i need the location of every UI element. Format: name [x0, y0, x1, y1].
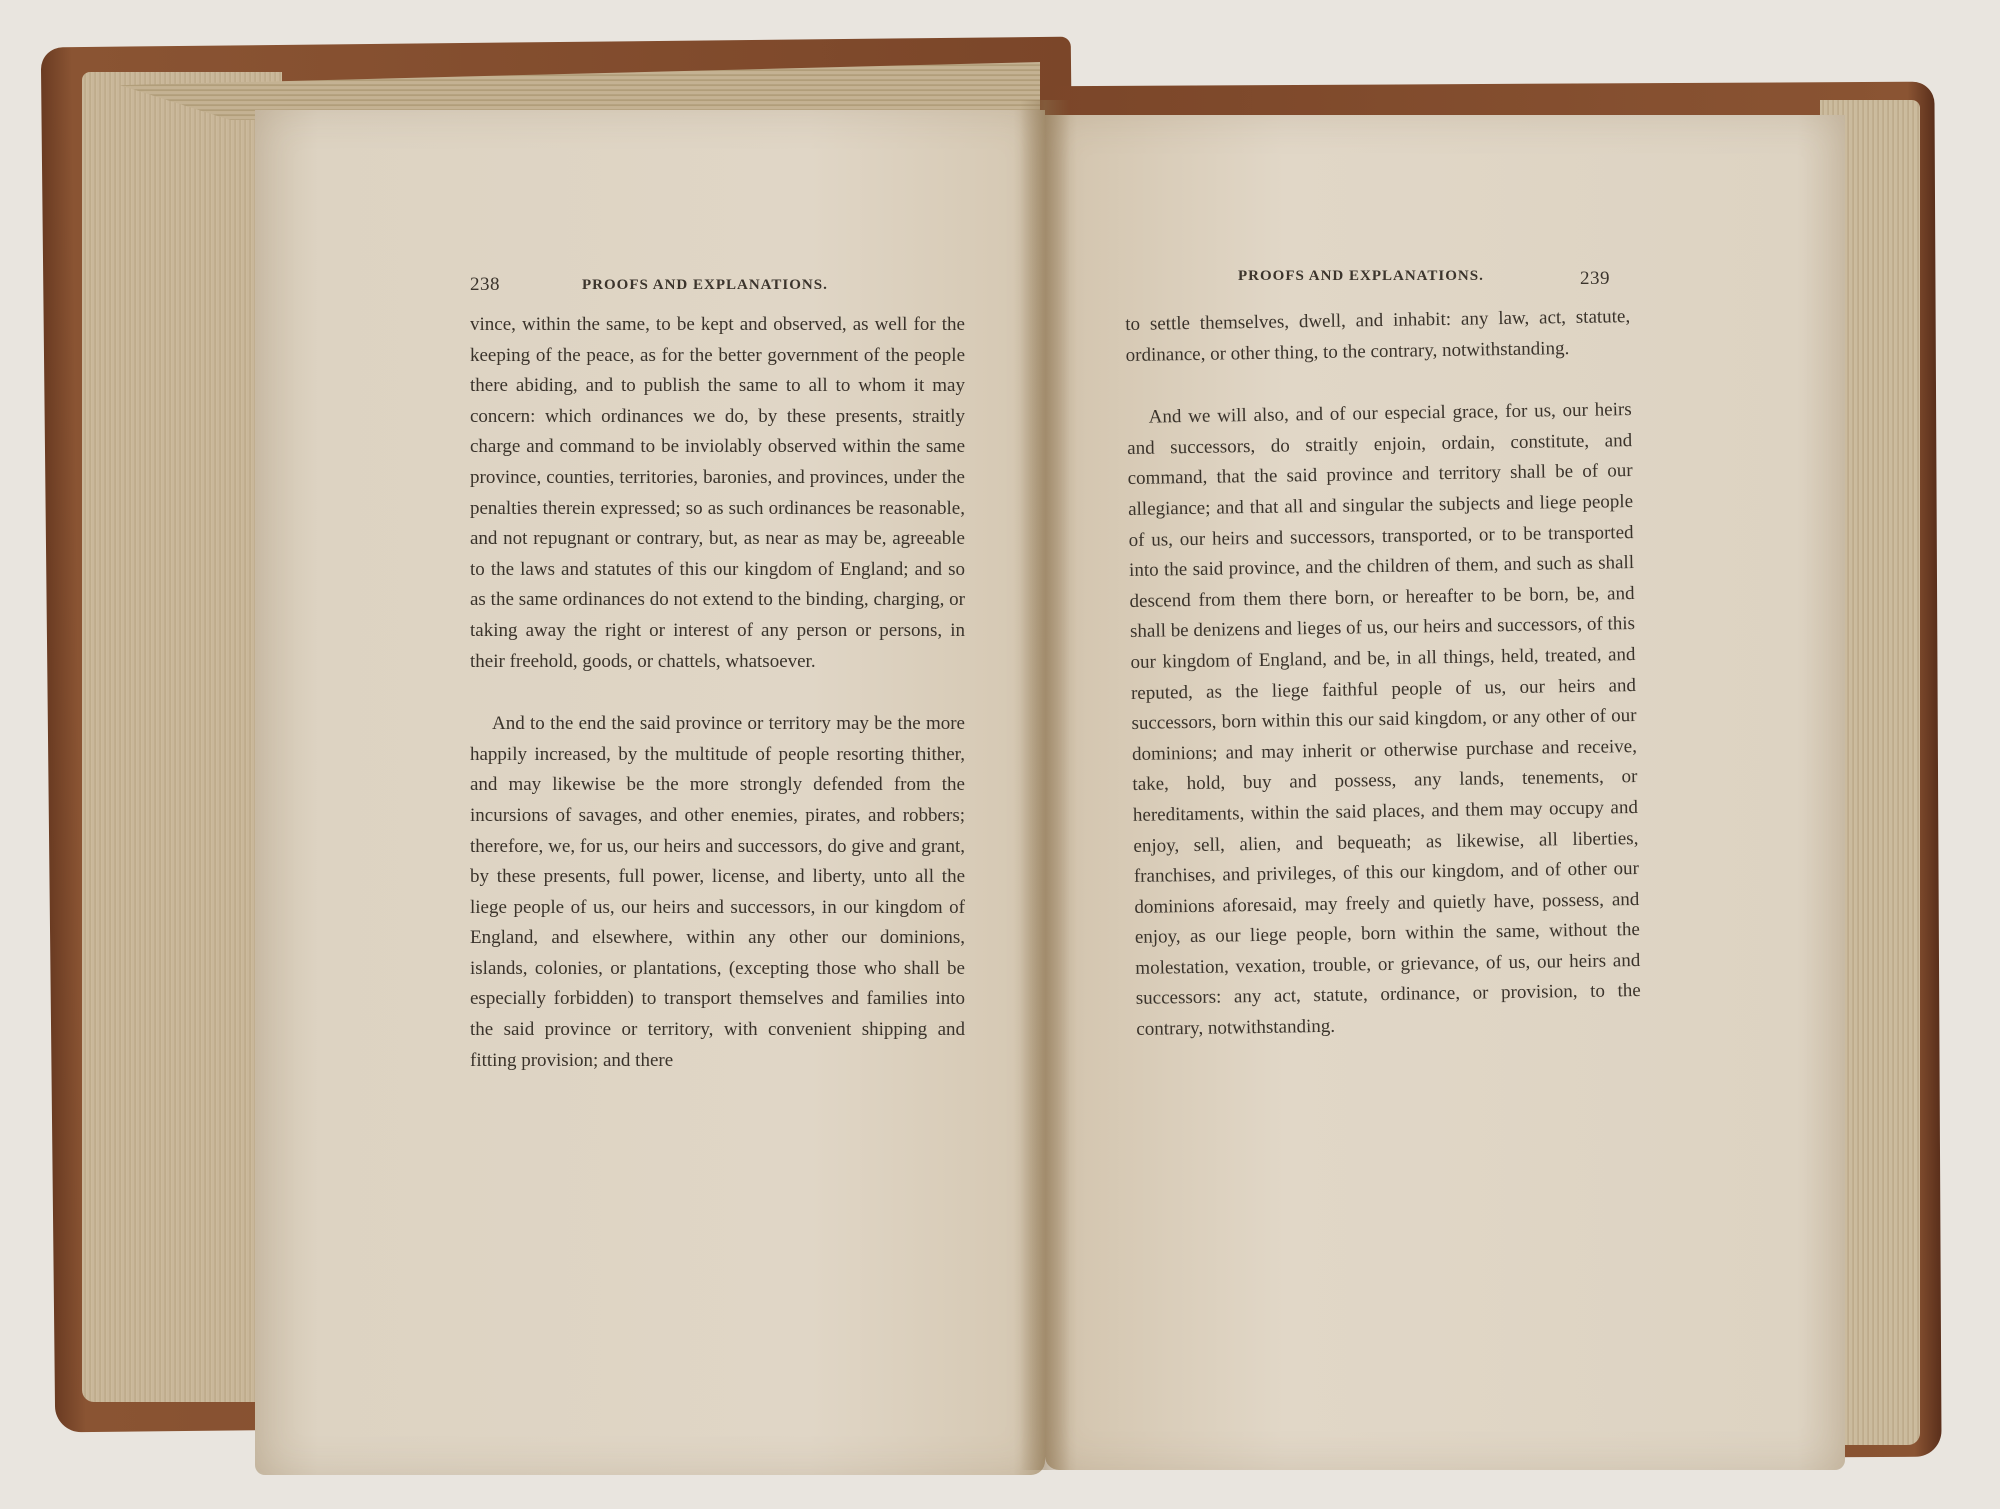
- right-paragraph-1: to settle themselves, dwell, and inhabit: any law, act, statute, ordinance, or other thing, to the contrary, notwithstanding.: [1125, 306, 1631, 366]
- left-paragraph-2: And to the end the said province or territory may be the more happily increased, by the multitude of people resorting thither, and may likewise be the more strongly defended from the incursions of savages, and other enemies, pirates, and robbers; therefore, we, for us, our heirs and successors, do give and grant, by these presents, full power, license, and liberty, unto all the liege people of us, our heirs and successors, in our kingdom of England, and elsewhere, within any other our dominions, islands, colonies, or plantations, (excepting those who shall be especially forbidden) to transport themselves and families into the said province or territory, with convenient shipping and fitting provision; and there: [470, 713, 965, 1071]
- left-page-number: 238: [470, 274, 500, 295]
- right-running-head: PROOFS AND EXPLANATIONS.: [1238, 268, 1484, 284]
- page-edges-left: [82, 72, 282, 1402]
- right-page-text: [1125, 302, 1641, 1045]
- right-page-number: 239: [1580, 268, 1610, 289]
- right-paragraph-2: And we will also, and of our especial grace, for us, our heirs and successors, do straitly enjoin, ordain, constitute, and command, that the said province and territory shall be of our allegiance; and that all and singular the subjects and liege people of us, our heirs and successors, transported, or to be transported into the said province, and the children of them, and such as shall descend from them there born, or hereafter to be born, be, and shall be denizens and lieges of us, our heirs and successors, of this our kingdom of England, and be, in all things, held, treated, and reputed, as the liege faithful people of us, our heirs and successors, born within this our said kingdom, or any other of our dominions; and may inherit or otherwise purchase and receive, take, hold, buy and possess, any lands, tenements, or hereditaments, within the said places, and them may occupy and enjoy, sell, alien, and bequeath; as likewise, all liberties, franchises, and privileges, of this our kingdom, and of other our dominions aforesaid, may freely and quietly have, possess, and enjoy, as our liege people, born within the same, without the molestation, vexation, trouble, or grievance, of us, our heirs and successors: any act, statute, ordinance, or provision, to the contrary, notwithstanding.: [1127, 399, 1641, 1040]
- left-page-text: [470, 310, 965, 1076]
- left-paragraph-1: vince, within the same, to be kept and observed, as well for the keeping of the peace, as for the better government of the people there abiding, and to publish the same to all to whom it may concern: which ordinances we do, by these presents, straitly charge and command to be inviolably observed within the same province, counties, territories, baronies, and provinces, under the penalties therein expressed; so as such ordinances be reasonable, and not repugnant or contrary, but, as near as may be, agreeable to the laws and statutes of this our kingdom of England; and so as the same ordinances do not extend to the binding, charging, or taking away the right or interest of any person or persons, in their freehold, goods, or chattels, whatsoever.: [470, 314, 965, 672]
- book-gutter: [1020, 100, 1070, 1470]
- left-running-head: PROOFS AND EXPLANATIONS.: [582, 277, 828, 293]
